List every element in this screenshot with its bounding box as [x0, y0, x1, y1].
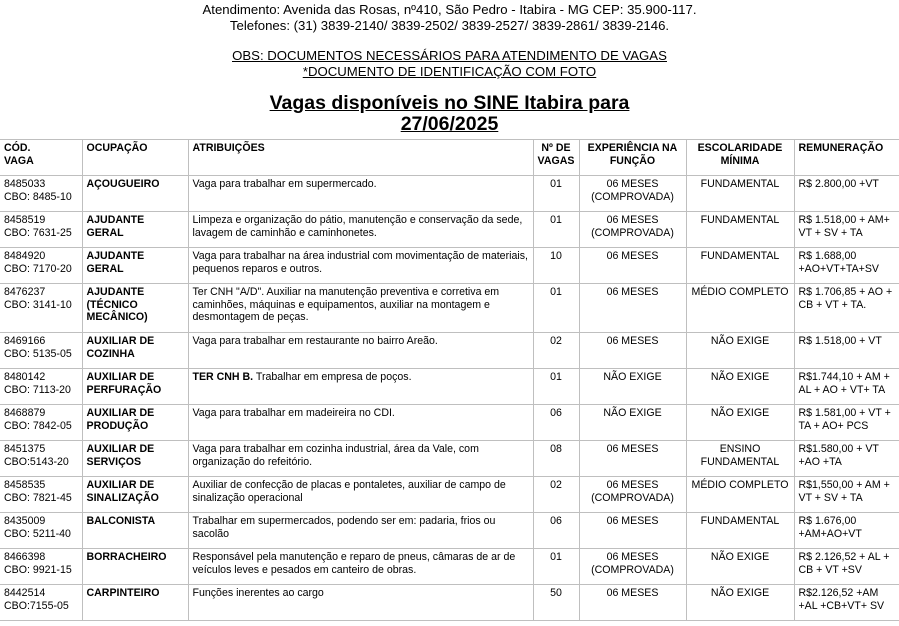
table-row	[0, 248, 899, 284]
ocupacao-cell: AUXILIAR DE PERFURAÇÃO	[82, 369, 188, 405]
ocupacao-cell: AJUDANTE (TÉCNICO MECÂNICO)	[82, 284, 188, 333]
escolaridade-cell: FUNDAMENTAL	[686, 212, 794, 248]
cbo-code: CBO: 8485-10	[4, 190, 72, 203]
atribuicoes-text: Ter CNH "A/D". Auxiliar na manutenção preventiva e corretiva em caminhões, máquinas e equipamentos, auxiliar na montagem e desmontagem de peças.	[192, 286, 500, 324]
cbo-code: CBO: 7821-45	[4, 491, 72, 504]
experiencia-cell: 06 MESES (COMPROVADA)	[579, 212, 686, 248]
ocupacao-cell: BORRACHEIRO	[82, 549, 188, 585]
atribuicoes-text: Trabalhar em empresa de poços.	[253, 371, 412, 383]
experiencia-cell: 06 MESES	[579, 585, 686, 621]
atribuicoes-emphasis: TER CNH B.	[192, 371, 254, 383]
remuneracao-cell: R$ 1.706,85 + AO + CB + VT + TA.	[794, 284, 899, 333]
atribuicoes-cell	[188, 477, 533, 513]
remuneracao-cell: R$ 2.126,52 + AL + CB + VT +SV	[794, 549, 899, 585]
escolaridade-cell: ENSINO FUNDAMENTAL	[686, 441, 794, 477]
vagas-cell: 50	[533, 585, 579, 621]
cod-vaga-cell	[0, 405, 82, 441]
cod-vaga: 8466398	[4, 551, 46, 563]
experiencia-cell: NÃO EXIGE	[579, 369, 686, 405]
cod-vaga: 8451375	[4, 443, 46, 455]
cod-vaga-cell	[0, 513, 82, 549]
experiencia-cell: NÃO EXIGE	[579, 405, 686, 441]
cod-vaga: 8458535	[4, 479, 46, 491]
experiencia-cell: 06 MESES	[579, 513, 686, 549]
obs-line-2: *DOCUMENTO DE IDENTIFICAÇÃO COM FOTO	[302, 63, 597, 79]
cod-vaga-cell	[0, 284, 82, 333]
ocupacao-cell: AUXILIAR DE SINALIZAÇÃO	[82, 477, 188, 513]
atribuicoes-cell	[188, 585, 533, 621]
table-row	[0, 333, 899, 369]
col-remuneracao: REMUNERAÇÃO	[794, 140, 899, 176]
cod-vaga: 8468879	[4, 407, 46, 419]
atribuicoes-cell	[188, 176, 533, 212]
table-row	[0, 441, 899, 477]
remuneracao-cell: R$1.580,00 + VT +AO +TA	[794, 441, 899, 477]
cod-vaga-cell	[0, 369, 82, 405]
table-header-row	[0, 140, 899, 176]
cbo-code: CBO:7155-05	[4, 599, 69, 612]
atribuicoes-cell	[188, 284, 533, 333]
title-line-2: 27/06/2025	[400, 113, 499, 135]
cod-vaga: 8469166	[4, 335, 46, 347]
experiencia-cell: 06 MESES	[579, 333, 686, 369]
cod-vaga: 8476237	[4, 286, 46, 298]
escolaridade-cell: NÃO EXIGE	[686, 405, 794, 441]
vagas-cell: 08	[533, 441, 579, 477]
atribuicoes-cell	[188, 333, 533, 369]
ocupacao-cell: AJUDANTE GERAL	[82, 212, 188, 248]
remuneracao-cell: R$ 1.688,00 +AO+VT+TA+SV	[794, 248, 899, 284]
remuneracao-cell: R$ 2.800,00 +VT	[794, 176, 899, 212]
cod-vaga: 8484920	[4, 250, 46, 262]
escolaridade-cell: MÉDIO COMPLETO	[686, 477, 794, 513]
table-row	[0, 549, 899, 585]
col-ocupacao: OCUPAÇÃO	[82, 140, 188, 176]
atribuicoes-cell	[188, 248, 533, 284]
ocupacao-cell: AUXILIAR DE PRODUÇÃO	[82, 405, 188, 441]
address-line: Atendimento: Avenida das Rosas, nº410, São Pedro - Itabira - MG CEP: 35.900-117.	[202, 2, 697, 17]
atribuicoes-text: Responsável pela manutenção e reparo de pneus, câmaras de ar de veículos leves e pesados em canteiro de obras.	[192, 551, 516, 576]
ocupacao-cell: AUXILIAR DE SERVIÇOS	[82, 441, 188, 477]
ocupacao-cell: AJUDANTE GERAL	[82, 248, 188, 284]
table-row	[0, 405, 899, 441]
atribuicoes-cell	[188, 212, 533, 248]
escolaridade-cell: NÃO EXIGE	[686, 369, 794, 405]
atribuicoes-text: Auxiliar de confecção de placas e pontaletes, auxiliar de campo de sinalização operacional	[192, 479, 506, 504]
table-body	[0, 176, 899, 621]
col-atribuicoes: ATRIBUIÇÕES	[188, 140, 533, 176]
col-escolaridade: ESCOLARIDADE MÍNIMA	[686, 140, 794, 176]
experiencia-cell: 06 MESES (COMPROVADA)	[579, 176, 686, 212]
vagas-cell: 02	[533, 477, 579, 513]
cbo-code: CBO: 5211-40	[4, 527, 71, 540]
col-experiencia: EXPERIÊNCIA NA FUNÇÃO	[579, 140, 686, 176]
table-row	[0, 477, 899, 513]
experiencia-cell: 06 MESES	[579, 441, 686, 477]
experiencia-cell: 06 MESES	[579, 284, 686, 333]
cod-vaga: 8485033	[4, 178, 46, 190]
escolaridade-cell: NÃO EXIGE	[686, 585, 794, 621]
atribuicoes-text: Vaga para trabalhar em madeireira no CDI.	[192, 407, 395, 419]
atribuicoes-text: Funções inerentes ao cargo	[192, 587, 324, 599]
atribuicoes-text: Limpeza e organização do pátio, manutenção e conservação da sede, lavagem de caminhão e caminhonetes.	[192, 214, 523, 239]
atribuicoes-cell	[188, 441, 533, 477]
remuneracao-cell: R$1.744,10 + AM + AL + AO + VT+ TA	[794, 369, 899, 405]
ocupacao-cell: BALCONISTA	[82, 513, 188, 549]
cbo-code: CBO: 7170-20	[4, 262, 72, 275]
vagas-cell: 02	[533, 333, 579, 369]
cod-vaga-cell	[0, 212, 82, 248]
cod-vaga-cell	[0, 477, 82, 513]
escolaridade-cell: FUNDAMENTAL	[686, 176, 794, 212]
atribuicoes-text: Vaga para trabalhar na área industrial com movimentação de materiais, pequenos reparos e outros.	[192, 250, 528, 275]
title-line-1: Vagas disponíveis no SINE Itabira para	[269, 92, 630, 114]
escolaridade-cell: NÃO EXIGE	[686, 333, 794, 369]
table-row	[0, 369, 899, 405]
col-vagas: Nº DE VAGAS	[533, 140, 579, 176]
ocupacao-cell: AÇOUGUEIRO	[82, 176, 188, 212]
cbo-code: CBO: 9921-15	[4, 563, 72, 576]
vagas-cell: 01	[533, 212, 579, 248]
obs-notice	[0, 48, 899, 79]
page-header	[0, 0, 899, 79]
experiencia-cell: 06 MESES	[579, 248, 686, 284]
atribuicoes-cell	[188, 369, 533, 405]
cod-vaga-cell	[0, 333, 82, 369]
atribuicoes-text: Vaga para trabalhar em cozinha industrial, área da Vale, com organização do refeitório.	[192, 443, 479, 468]
vagas-cell: 06	[533, 513, 579, 549]
atribuicoes-cell	[188, 549, 533, 585]
remuneracao-cell: R$ 1.581,00 + VT + TA + AO+ PCS	[794, 405, 899, 441]
cbo-code: CBO: 7631-25	[4, 226, 72, 239]
cbo-code: CBO: 5135-05	[4, 347, 72, 360]
cbo-code: CBO: 7842-05	[4, 419, 72, 432]
remuneracao-cell: R$ 1.676,00 +AM+AO+VT	[794, 513, 899, 549]
vagas-cell: 01	[533, 549, 579, 585]
cod-vaga-cell	[0, 549, 82, 585]
atribuicoes-text: Vaga para trabalhar em restaurante no bairro Areão.	[192, 335, 438, 347]
remuneracao-cell: R$ 1.518,00 + VT	[794, 333, 899, 369]
cod-vaga: 8480142	[4, 371, 46, 383]
vagas-cell: 10	[533, 248, 579, 284]
vagas-cell: 01	[533, 176, 579, 212]
experiencia-cell: 06 MESES (COMPROVADA)	[579, 477, 686, 513]
atribuicoes-cell	[188, 513, 533, 549]
remuneracao-cell: R$2.126,52 +AM +AL +CB+VT+ SV	[794, 585, 899, 621]
cod-vaga: 8458519	[4, 214, 46, 226]
cod-vaga-cell	[0, 248, 82, 284]
escolaridade-cell: MÉDIO COMPLETO	[686, 284, 794, 333]
table-row	[0, 176, 899, 212]
cod-vaga: 8442514	[4, 587, 46, 599]
ocupacao-cell: AUXILIAR DE COZINHA	[82, 333, 188, 369]
escolaridade-cell: FUNDAMENTAL	[686, 513, 794, 549]
cod-vaga: 8435009	[4, 515, 46, 527]
table-row	[0, 212, 899, 248]
escolaridade-cell: FUNDAMENTAL	[686, 248, 794, 284]
obs-line-1: OBS: DOCUMENTOS NECESSÁRIOS PARA ATENDIMENTO DE VAGAS	[232, 48, 667, 63]
atribuicoes-text: Vaga para trabalhar em supermercado.	[192, 178, 377, 190]
table-row	[0, 284, 899, 333]
cbo-code: CBO: 3141-10	[4, 298, 72, 311]
table-row	[0, 585, 899, 621]
atribuicoes-cell	[188, 405, 533, 441]
col-cod: CÓD. VAGA	[0, 140, 82, 176]
cod-vaga-cell	[0, 441, 82, 477]
remuneracao-cell: R$1,550,00 + AM + VT + SV + TA	[794, 477, 899, 513]
phones-line: Telefones: (31) 3839-2140/ 3839-2502/ 3839-2527/ 3839-2861/ 3839-2146.	[229, 17, 670, 33]
remuneracao-cell: R$ 1.518,00 + AM+ VT + SV + TA	[794, 212, 899, 248]
page-title	[0, 93, 899, 135]
cod-vaga-cell	[0, 176, 82, 212]
vagas-cell: 01	[533, 284, 579, 333]
escolaridade-cell: NÃO EXIGE	[686, 549, 794, 585]
table-row	[0, 513, 899, 549]
atribuicoes-text: Trabalhar em supermercados, podendo ser em: padaria, frios ou sacolão	[192, 515, 496, 540]
vagas-cell: 06	[533, 405, 579, 441]
vagas-cell: 01	[533, 369, 579, 405]
cbo-code: CBO:5143-20	[4, 455, 69, 468]
cbo-code: CBO: 7113-20	[4, 383, 71, 396]
experiencia-cell: 06 MESES (COMPROVADA)	[579, 549, 686, 585]
cod-vaga-cell	[0, 585, 82, 621]
ocupacao-cell: CARPINTEIRO	[82, 585, 188, 621]
jobs-table	[0, 139, 899, 621]
